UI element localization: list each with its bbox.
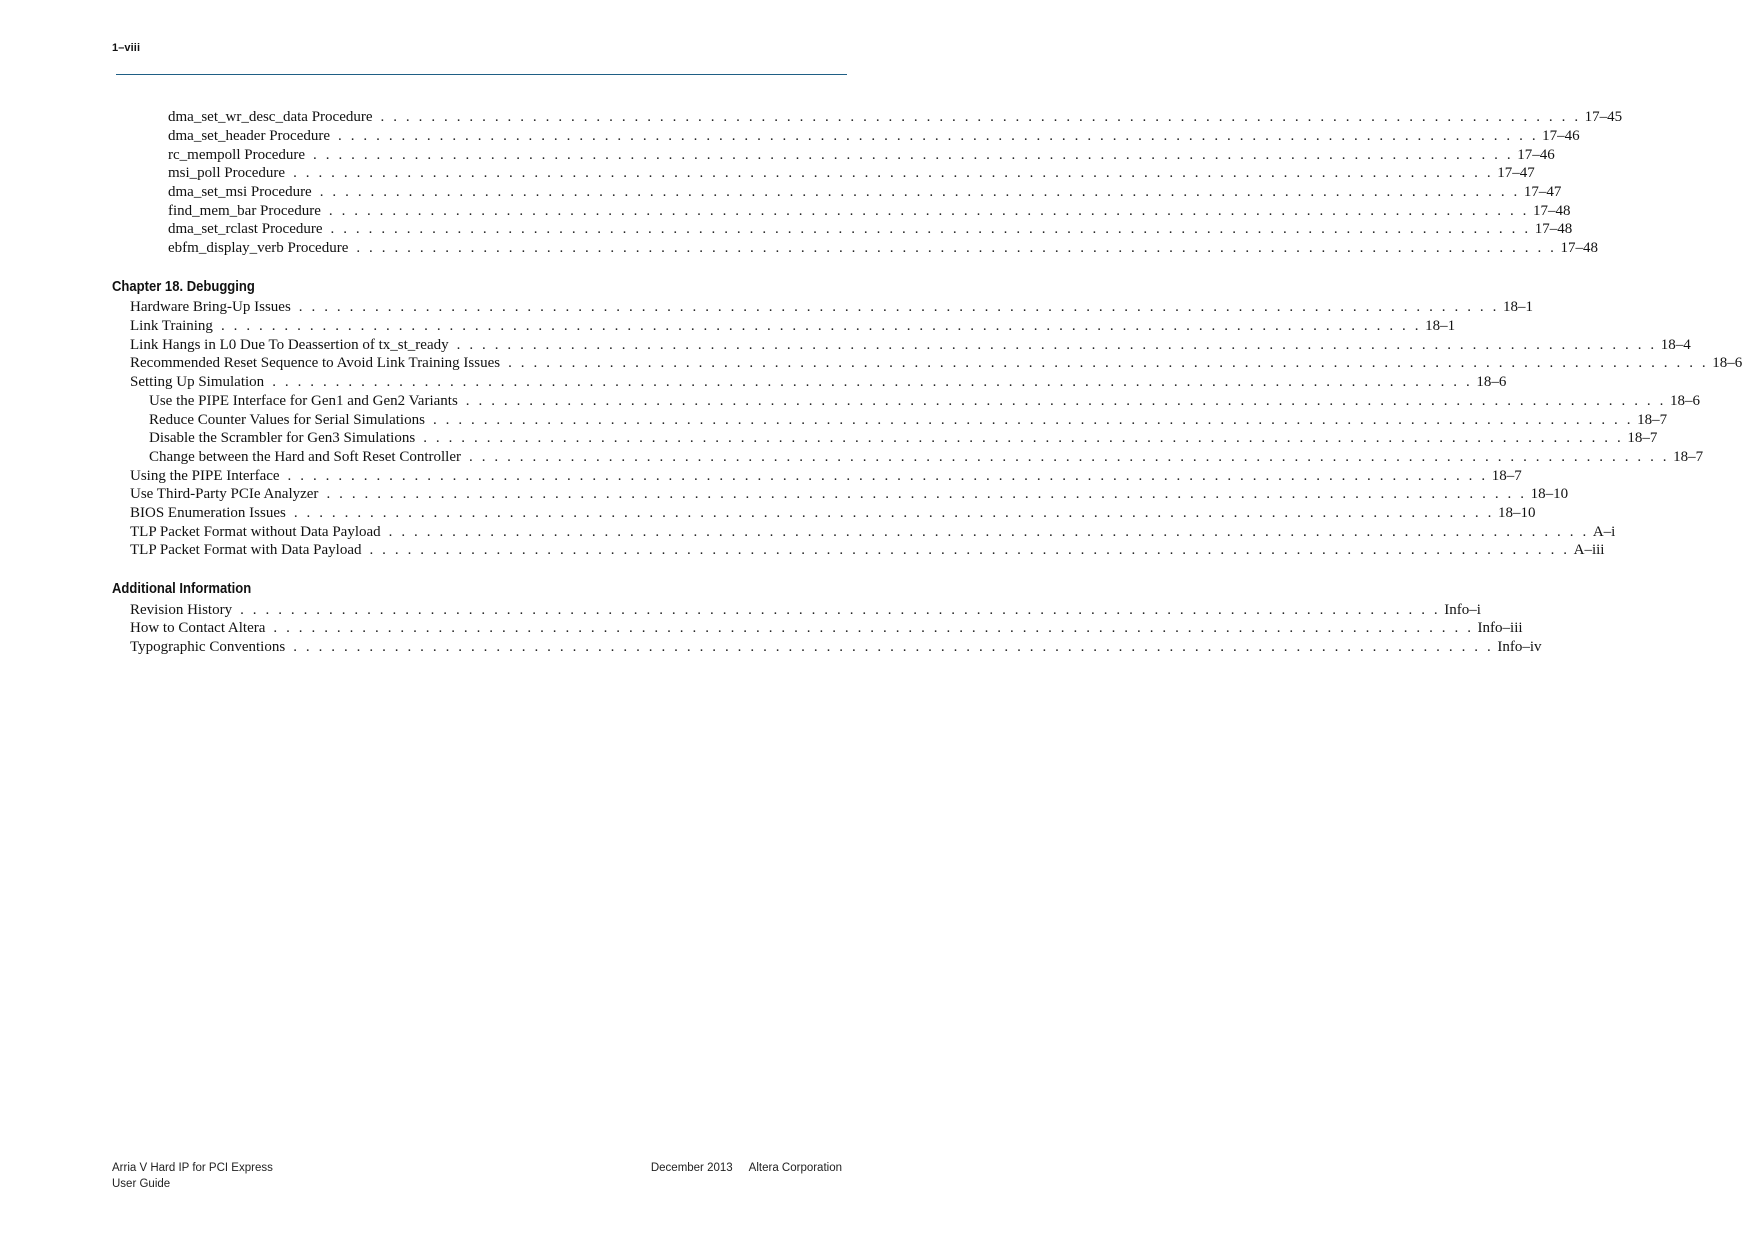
- toc-entry[interactable]: Revision History . . . . . . . . . . . . . . . . . . . . . . . . . . . . . . . . . . . . . . . . . . . . . . . . . . . . . . . . . . . . . . . . . . . . . . . . . . . . . . . . . . . . . . . . . . . . . . . Info–i: [130, 602, 1481, 618]
- toc-entry-page: 18–1: [1502, 299, 1533, 315]
- toc-entry-page: A–iii: [1573, 542, 1605, 558]
- footer-company: Altera Corporation: [748, 1162, 842, 1174]
- toc-entry-page: Info–i: [1444, 602, 1481, 618]
- toc-entry-page: 18–7: [1637, 412, 1668, 428]
- toc-entry-title: dma_set_rclast Procedure: [168, 221, 323, 237]
- toc-entry[interactable]: BIOS Enumeration Issues . . . . . . . . . . . . . . . . . . . . . . . . . . . . . . . . . . . . . . . . . . . . . . . . . . . . . . . . . . . . . . . . . . . . . . . . . . . . . . . . . . . . . . . . . . . . . . . 18–10: [130, 505, 1536, 521]
- header-divider: [116, 74, 847, 75]
- toc-entry-page: 18–6: [1476, 374, 1507, 390]
- toc-entry-title: Reduce Counter Values for Serial Simulations: [149, 412, 425, 428]
- toc-entry-page: 17–45: [1584, 109, 1623, 125]
- toc-entry-title: Using the PIPE Interface: [130, 468, 280, 484]
- toc-entry[interactable]: msi_poll Procedure . . . . . . . . . . . . . . . . . . . . . . . . . . . . . . . . . . . . . . . . . . . . . . . . . . . . . . . . . . . . . . . . . . . . . . . . . . . . . . . . . . . . . . . . . . . . . . . 17–47: [168, 165, 1535, 181]
- footer-doc-title: Arria V Hard IP for PCI Express: [112, 1162, 273, 1174]
- toc-entry-title: Setting Up Simulation: [130, 374, 265, 390]
- toc-entry[interactable]: Link Hangs in L0 Due To Deassertion of tx_st_ready . . . . . . . . . . . . . . . . . . . . . . . . . . . . . . . . . . . . . . . . . . . . . . . . . . . . . . . . . . . . . . . . . . . . . . . . . . . . . . . . . . . . . . . . . . . . . . . 18–4: [130, 337, 1691, 353]
- toc-entry-title: find_mem_bar Procedure: [168, 203, 321, 219]
- toc-entry-page: 18–6: [1669, 393, 1700, 409]
- toc-entry-title: Change between the Hard and Soft Reset Controller: [149, 449, 461, 465]
- footer-date: December 2013: [650, 1162, 733, 1174]
- toc-entry-page: A–i: [1592, 524, 1616, 540]
- toc-entry-page: 17–46: [1542, 128, 1580, 144]
- toc-entry[interactable]: Use Third-Party PCIe Analyzer . . . . . . . . . . . . . . . . . . . . . . . . . . . . . . . . . . . . . . . . . . . . . . . . . . . . . . . . . . . . . . . . . . . . . . . . . . . . . . . . . . . . . . . . . . . . . . . 18–10: [130, 486, 1569, 502]
- toc-entry[interactable]: TLP Packet Format without Data Payload . . . . . . . . . . . . . . . . . . . . . . . . . . . . . . . . . . . . . . . . . . . . . . . . . . . . . . . . . . . . . . . . . . . . . . . . . . . . . . . . . . . . . . . . . . . . . . . A–i: [130, 524, 1616, 540]
- toc-entry[interactable]: Using the PIPE Interface . . . . . . . . . . . . . . . . . . . . . . . . . . . . . . . . . . . . . . . . . . . . . . . . . . . . . . . . . . . . . . . . . . . . . . . . . . . . . . . . . . . . . . . . . . . . . . . 18–7: [130, 468, 1522, 484]
- toc-entry[interactable]: dma_set_header Procedure . . . . . . . . . . . . . . . . . . . . . . . . . . . . . . . . . . . . . . . . . . . . . . . . . . . . . . . . . . . . . . . . . . . . . . . . . . . . . . . . . . . . . . . . . . . . . . . 17–46: [168, 128, 1580, 144]
- toc-entry-title: Link Hangs in L0 Due To Deassertion of tx_st_ready: [130, 337, 449, 353]
- toc-entry-page: 17–46: [1517, 147, 1555, 163]
- toc-entry-title: dma_set_wr_desc_data Procedure: [168, 109, 373, 125]
- footer-left: [112, 1160, 273, 1192]
- toc-entry[interactable]: TLP Packet Format with Data Payload . . . . . . . . . . . . . . . . . . . . . . . . . . . . . . . . . . . . . . . . . . . . . . . . . . . . . . . . . . . . . . . . . . . . . . . . . . . . . . . . . . . . . . . . . . . . . . . A–iii: [130, 542, 1605, 558]
- toc-entry-title: Typographic Conventions: [130, 639, 286, 655]
- toc-entry-title: Use the PIPE Interface for Gen1 and Gen2 Variants: [149, 393, 458, 409]
- toc-entry-title: dma_set_msi Procedure: [168, 184, 312, 200]
- toc-entry-page: 17–48: [1534, 221, 1573, 237]
- toc-entry-page: 18–10: [1530, 486, 1569, 502]
- footer-right: [635, 1160, 842, 1176]
- toc-entry[interactable]: Use the PIPE Interface for Gen1 and Gen2 Variants . . . . . . . . . . . . . . . . . . . . . . . . . . . . . . . . . . . . . . . . . . . . . . . . . . . . . . . . . . . . . . . . . . . . . . . . . . . . . . . . . . . . . . . . . . . . . . . 18–6: [149, 393, 1700, 409]
- toc-entry[interactable]: ebfm_display_verb Procedure . . . . . . . . . . . . . . . . . . . . . . . . . . . . . . . . . . . . . . . . . . . . . . . . . . . . . . . . . . . . . . . . . . . . . . . . . . . . . . . . . . . . . . . . . . . . . . . 17–48: [168, 240, 1599, 256]
- toc-entry[interactable]: Link Training . . . . . . . . . . . . . . . . . . . . . . . . . . . . . . . . . . . . . . . . . . . . . . . . . . . . . . . . . . . . . . . . . . . . . . . . . . . . . . . . . . . . . . . . . . . . . . . 18–1: [130, 318, 1456, 334]
- toc-entry-page: 17–47: [1497, 165, 1535, 181]
- toc-entry-title: Use Third-Party PCIe Analyzer: [130, 486, 319, 502]
- section-heading[interactable]: Additional Information: [112, 581, 252, 597]
- toc-entry-title: TLP Packet Format without Data Payload: [130, 524, 381, 540]
- toc-entry[interactable]: find_mem_bar Procedure . . . . . . . . . . . . . . . . . . . . . . . . . . . . . . . . . . . . . . . . . . . . . . . . . . . . . . . . . . . . . . . . . . . . . . . . . . . . . . . . . . . . . . . . . . . . . . . 17–48: [168, 203, 1571, 219]
- toc-entry[interactable]: dma_set_rclast Procedure . . . . . . . . . . . . . . . . . . . . . . . . . . . . . . . . . . . . . . . . . . . . . . . . . . . . . . . . . . . . . . . . . . . . . . . . . . . . . . . . . . . . . . . . . . . . . . . 17–48: [168, 221, 1573, 237]
- toc-entry[interactable]: dma_set_msi Procedure . . . . . . . . . . . . . . . . . . . . . . . . . . . . . . . . . . . . . . . . . . . . . . . . . . . . . . . . . . . . . . . . . . . . . . . . . . . . . . . . . . . . . . . . . . . . . . . 17–47: [168, 184, 1562, 200]
- toc-entry-title: How to Contact Altera: [130, 620, 266, 636]
- toc-entry-page: 18–6: [1712, 355, 1742, 371]
- toc-entry-page: Info–iv: [1497, 639, 1542, 655]
- toc-entry[interactable]: Typographic Conventions . . . . . . . . . . . . . . . . . . . . . . . . . . . . . . . . . . . . . . . . . . . . . . . . . . . . . . . . . . . . . . . . . . . . . . . . . . . . . . . . . . . . . . . . . . . . . . . Info–iv: [130, 639, 1542, 655]
- toc-entry[interactable]: Hardware Bring-Up Issues . . . . . . . . . . . . . . . . . . . . . . . . . . . . . . . . . . . . . . . . . . . . . . . . . . . . . . . . . . . . . . . . . . . . . . . . . . . . . . . . . . . . . . . . . . . . . . . 18–1: [130, 299, 1533, 315]
- chapter-heading[interactable]: Chapter 18. Debugging: [112, 279, 255, 295]
- toc-entry-page: 18–10: [1497, 505, 1536, 521]
- toc-entry[interactable]: Change between the Hard and Soft Reset Controller . . . . . . . . . . . . . . . . . . . . . . . . . . . . . . . . . . . . . . . . . . . . . . . . . . . . . . . . . . . . . . . . . . . . . . . . . . . . . . . . . . . . . . . . . . . . . . . 18–7: [149, 449, 1704, 465]
- toc-entry-title: Recommended Reset Sequence to Avoid Link Training Issues: [130, 355, 501, 371]
- toc-entry-title: rc_mempoll Procedure: [168, 147, 306, 163]
- toc-entry-page: 17–48: [1533, 203, 1571, 219]
- toc-entry-page: 17–48: [1560, 240, 1599, 256]
- toc-entry[interactable]: Recommended Reset Sequence to Avoid Link Training Issues . . . . . . . . . . . . . . . . . . . . . . . . . . . . . . . . . . . . . . . . . . . . . . . . . . . . . . . . . . . . . . . . . . . . . . . . . . . . . . . . . . . . . . . . . . . . . . . 18–6: [130, 355, 1742, 371]
- toc-entry[interactable]: dma_set_wr_desc_data Procedure . . . . . . . . . . . . . . . . . . . . . . . . . . . . . . . . . . . . . . . . . . . . . . . . . . . . . . . . . . . . . . . . . . . . . . . . . . . . . . . . . . . . . . . . . . . . . . . 17–45: [168, 109, 1623, 125]
- toc-entry-page: 18–4: [1660, 337, 1691, 353]
- toc-entry-title: TLP Packet Format with Data Payload: [130, 542, 362, 558]
- toc-entry[interactable]: Disable the Scrambler for Gen3 Simulations . . . . . . . . . . . . . . . . . . . . . . . . . . . . . . . . . . . . . . . . . . . . . . . . . . . . . . . . . . . . . . . . . . . . . . . . . . . . . . . . . . . . . . . . . . . . . . . 18–7: [149, 430, 1658, 446]
- toc-entry[interactable]: Reduce Counter Values for Serial Simulations . . . . . . . . . . . . . . . . . . . . . . . . . . . . . . . . . . . . . . . . . . . . . . . . . . . . . . . . . . . . . . . . . . . . . . . . . . . . . . . . . . . . . . . . . . . . . . . 18–7: [149, 412, 1668, 428]
- toc-entry[interactable]: How to Contact Altera . . . . . . . . . . . . . . . . . . . . . . . . . . . . . . . . . . . . . . . . . . . . . . . . . . . . . . . . . . . . . . . . . . . . . . . . . . . . . . . . . . . . . . . . . . . . . . . Info–iii: [130, 620, 1523, 636]
- page-number: 1–viii: [112, 42, 141, 54]
- toc-entry-page: 18–7: [1491, 468, 1522, 484]
- toc-entry-title: Revision History: [130, 602, 233, 618]
- toc-entry-title: dma_set_header Procedure: [168, 128, 331, 144]
- toc-entry-title: BIOS Enumeration Issues: [130, 505, 286, 521]
- toc-entry-page: Info–iii: [1477, 620, 1523, 636]
- toc-entry[interactable]: Setting Up Simulation . . . . . . . . . . . . . . . . . . . . . . . . . . . . . . . . . . . . . . . . . . . . . . . . . . . . . . . . . . . . . . . . . . . . . . . . . . . . . . . . . . . . . . . . . . . . . . . 18–6: [130, 374, 1507, 390]
- toc-entry-page: 18–1: [1425, 318, 1456, 334]
- toc-entry-page: 18–7: [1673, 449, 1704, 465]
- toc-entry-title: Link Training: [130, 318, 213, 334]
- toc-entry-title: Hardware Bring-Up Issues: [130, 299, 291, 315]
- toc-entry-page: 18–7: [1627, 430, 1658, 446]
- toc-entry-title: msi_poll Procedure: [168, 165, 286, 181]
- toc-entry[interactable]: rc_mempoll Procedure . . . . . . . . . . . . . . . . . . . . . . . . . . . . . . . . . . . . . . . . . . . . . . . . . . . . . . . . . . . . . . . . . . . . . . . . . . . . . . . . . . . . . . . . . . . . . . . 17–46: [168, 147, 1555, 163]
- toc-entry-page: 17–47: [1523, 184, 1562, 200]
- footer-doc-subtitle: User Guide: [112, 1178, 171, 1190]
- toc-entry-title: ebfm_display_verb Procedure: [168, 240, 349, 256]
- toc-entry-title: Disable the Scrambler for Gen3 Simulations: [149, 430, 416, 446]
